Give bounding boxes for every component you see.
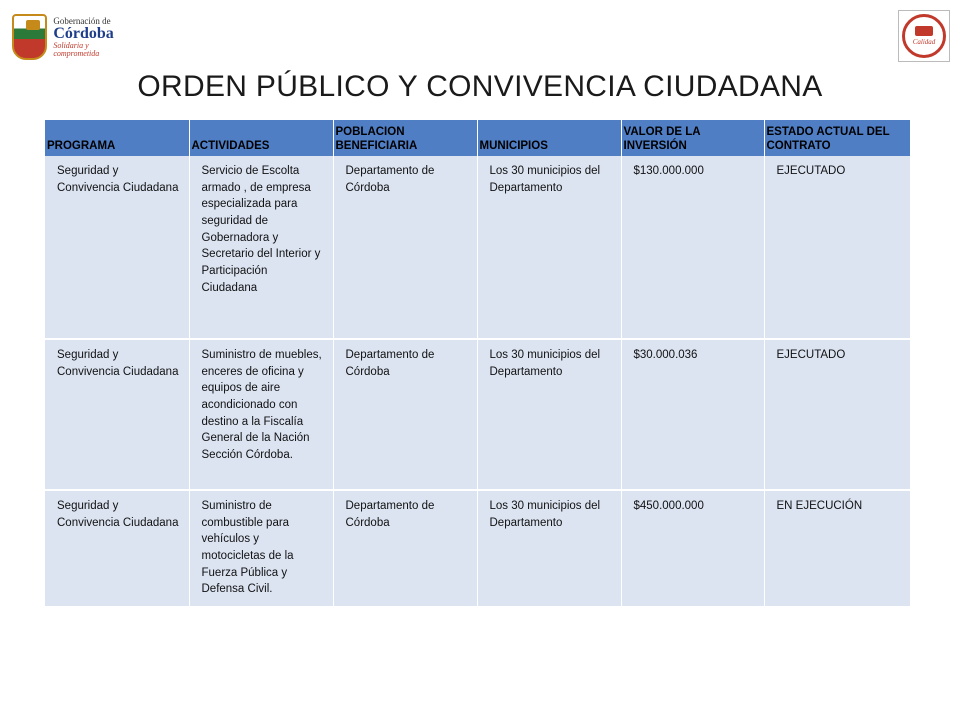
logo-line-2: Córdoba [53, 24, 114, 42]
cell-municipios: Los 30 municipios del Departamento [477, 156, 621, 339]
header-municipios: MUNICIPIOS [477, 120, 621, 156]
coat-of-arms-icon [12, 14, 47, 60]
logo-line-3: Solidaria y comprometida [53, 40, 100, 58]
cell-programa: Seguridad y Convivencia Ciudadana [45, 339, 189, 490]
cell-programa: Seguridad y Convivencia Ciudadana [45, 156, 189, 339]
cell-valor: $30.000.036 [621, 339, 764, 490]
cell-actividades: Servicio de Escolta armado , de empresa especializada para seguridad de Gobernadora y Secretario del Interior y Participación Ciudadana [189, 156, 333, 339]
seal-text: Calidad [912, 38, 936, 46]
cell-poblacion: Departamento de Córdoba [333, 156, 477, 339]
cell-poblacion: Departamento de Córdoba [333, 339, 477, 490]
table-row [45, 339, 910, 490]
gobernacion-logo [12, 12, 122, 62]
cell-municipios: Los 30 municipios del Departamento [477, 339, 621, 490]
cell-estado: EJECUTADO [764, 339, 910, 490]
cell-valor: $130.000.000 [621, 156, 764, 339]
cell-estado: EJECUTADO [764, 156, 910, 339]
cell-poblacion: Departamento de Córdoba [333, 490, 477, 607]
cell-valor: $450.000.000 [621, 490, 764, 607]
logo-text [53, 17, 122, 58]
cell-estado: EN EJECUCIÓN [764, 490, 910, 607]
cell-programa: Seguridad y Convivencia Ciudadana [45, 490, 189, 607]
cell-actividades: Suministro de combustible para vehículos y motocicletas de la Fuerza Pública y Defensa Civil. [189, 490, 333, 607]
table-header-row [45, 120, 910, 156]
header-estado: ESTADO ACTUAL DEL CONTRATO [764, 120, 910, 156]
quality-seal-logo [898, 10, 950, 62]
header-valor: VALOR DE LA INVERSIÓN [621, 120, 764, 156]
header-poblacion: POBLACION BENEFICIARIA [333, 120, 477, 156]
header-programa: PROGRAMA [45, 120, 189, 156]
cell-municipios: Los 30 municipios del Departamento [477, 490, 621, 607]
cell-actividades: Suministro de muebles, enceres de oficina y equipos de aire acondicionado con destino a la Fiscalía General de la Nación Sección Córdoba. [189, 339, 333, 490]
contracts-table [45, 120, 911, 608]
table-row [45, 156, 910, 339]
header-actividades: ACTIVIDADES [189, 120, 333, 156]
table-row [45, 490, 910, 607]
logo-line-1: Gobernación de [53, 15, 111, 26]
page-title: ORDEN PÚBLICO Y CONVIVENCIA CIUDADANA [137, 70, 823, 103]
seal-icon [902, 14, 946, 58]
